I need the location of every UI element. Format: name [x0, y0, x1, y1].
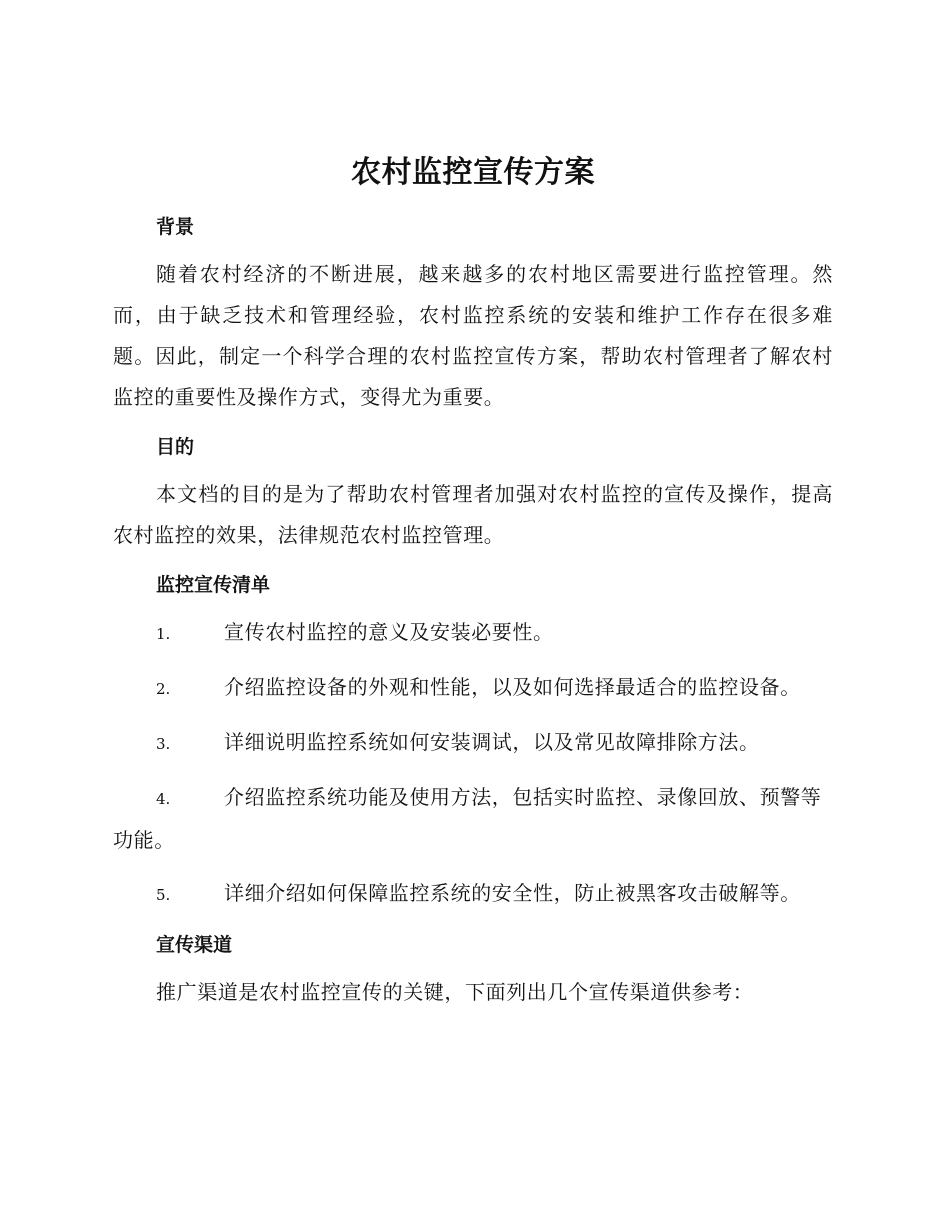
list-item [113, 667, 833, 710]
document-body [113, 148, 833, 1013]
section-heading-channels: 宣传渠道 [156, 934, 233, 956]
list-item-text: 介绍监控设备的外观和性能，以及如何选择最适合的监控设备。 [224, 675, 801, 699]
list-item-number: 3. [156, 735, 171, 753]
section-heading-purpose: 目的 [156, 436, 195, 458]
section-heading-checklist: 监控宣传清单 [156, 574, 271, 596]
list-item [113, 722, 833, 765]
channels-paragraph: 推广渠道是农村监控宣传的关键，下面列出几个宣传渠道供参考： [156, 980, 754, 1004]
list-item-number: 1. [156, 625, 171, 643]
checklist-list [113, 612, 833, 916]
document-title: 农村监控宣传方案 [351, 155, 595, 190]
list-item-number: 5. [156, 886, 171, 904]
list-item [113, 612, 833, 655]
list-item-number: 4. [156, 790, 171, 808]
list-item [113, 777, 833, 861]
list-item-text: 介绍监控系统功能及使用方法，包括实时监控、录像回放、预警等功能。 [113, 785, 822, 852]
list-item-text: 宣传农村监控的意义及安装必要性。 [224, 620, 554, 644]
background-paragraph: 随着农村经济的不断进展，越来越多的农村地区需要进行监控管理。然而，由于缺乏技术和管理经验，农村监控系统的安装和维护工作存在很多难题。因此，制定一个科学合理的农村监控宣传方案，帮助农村管理者了解农村监控的重要性及操作方式，变得尤为重要。 [113, 262, 833, 409]
list-item-number: 2. [156, 680, 171, 698]
section-heading-background: 背景 [156, 216, 195, 238]
list-item-text: 详细介绍如何保障监控系统的安全性，防止被黑客攻击破解等。 [224, 881, 801, 905]
list-item-text: 详细说明监控系统如何安装调试，以及常见故障排除方法。 [224, 730, 760, 754]
purpose-paragraph: 本文档的目的是为了帮助农村管理者加强对农村监控的宣传及操作，提高农村监控的效果，法律规范农村监控管理。 [113, 482, 833, 547]
list-item [113, 873, 833, 916]
